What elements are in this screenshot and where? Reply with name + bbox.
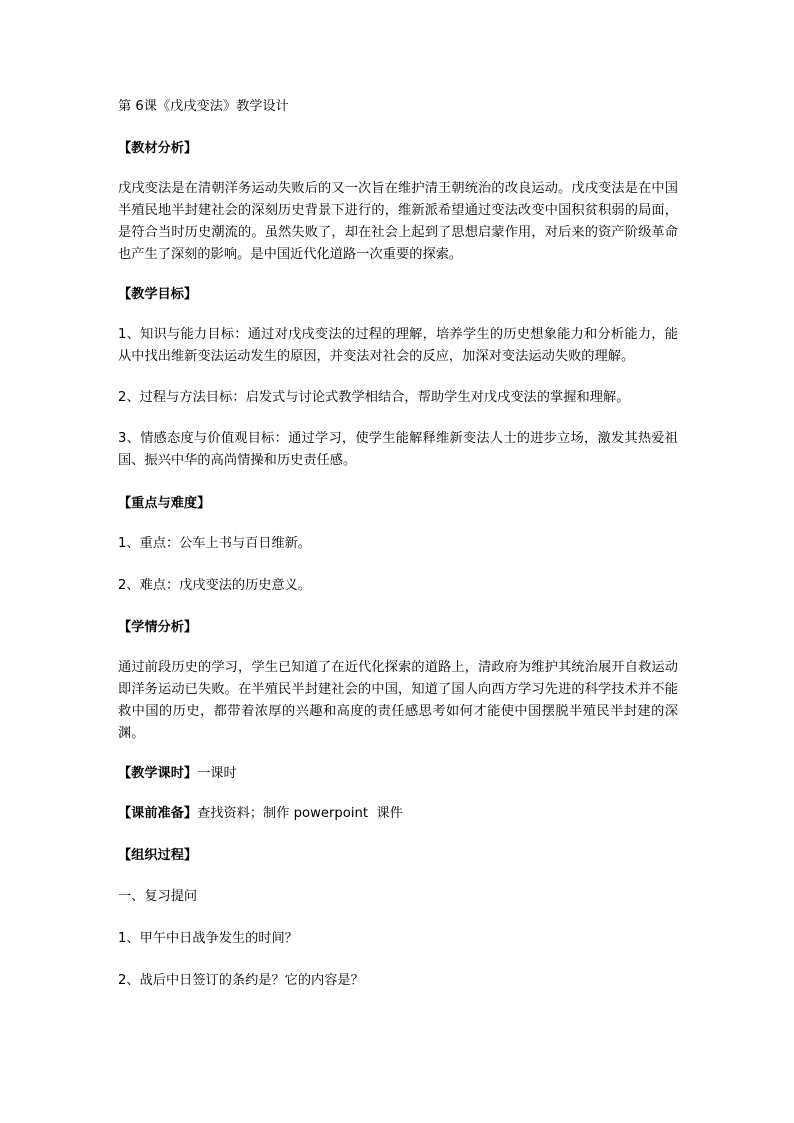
class-hours-value: 一课时: [197, 766, 237, 781]
student-analysis-heading: 【学情分析】: [118, 620, 198, 635]
teaching-goals-heading: 【教学目标】: [118, 287, 198, 302]
key-points-heading: 【重点与难度】: [118, 496, 211, 511]
textbook-analysis-heading: 【教材分析】: [118, 141, 198, 156]
process-heading: 【组织过程】: [118, 848, 198, 863]
document-title: 第 6课《戊戌变法》教学设计: [118, 99, 289, 114]
teaching-goal-2: 2、过程与方法目标：启发式与讨论式教学相结合，帮助学生对戊戌变法的掌握和理解。: [118, 390, 630, 405]
review-question-2: 2、战后中日签订的条约是？它的内容是？: [118, 973, 364, 988]
textbook-analysis-body: 戊戌变法是在清朝洋务运动失败后的又一次旨在维护清王朝统治的改良运动。戊戌变法是在中国半殖民地半封建社会的深刻历史背景下进行的，维新派希望通过变法改变中国积贫积弱的局面，是符合当时历史潮流的。虽然失败了，却在社会上起到了思想启蒙作用，对后来的资产阶级革命也产生了深刻的影响。是中国近代化道路一次重要的探索。: [118, 181, 678, 262]
preparation-heading: 【课前准备】: [118, 806, 198, 821]
class-hours-line: [118, 763, 237, 785]
teaching-goal-3: 3、情感态度与价值观目标：通过学习，使学生能解释维新变法人士的进步立场，激发其热爱祖国、振兴中华的高尚情操和历史责任感。: [118, 431, 678, 468]
key-point-1: 1、重点：公车上书与百日维新。: [118, 536, 312, 551]
process-section-review: 一、复习提问: [118, 889, 198, 904]
review-question-1: 1、甲午中日战争发生的时间？: [118, 931, 298, 946]
preparation-value: 查找资料；制作 powerpoint 课件: [197, 806, 403, 821]
teaching-goal-1: 1、知识与能力目标：通过对戊戌变法的过程的理解，培养学生的历史想象能力和分析能力，能从中找出维新变法运动发生的原因，并变法对社会的反应，加深对变法运动失败的理解。: [118, 327, 678, 364]
class-hours-heading: 【教学课时】: [118, 766, 198, 781]
preparation-line: [118, 803, 403, 825]
key-point-2: 2、难点：戊戌变法的历史意义。: [118, 578, 312, 593]
student-analysis-body: 通过前段历史的学习，学生已知道了在近代化探索的道路上，清政府为维护其统治展开自救运动即洋务运动已失败。在半殖民半封建社会的中国，知道了国人向西方学习先进的科学技术并不能救中国的历史，都带着浓厚的兴趣和高度的责任感思考如何才能使中国摆脱半殖民半封建的深渊。: [118, 660, 678, 741]
